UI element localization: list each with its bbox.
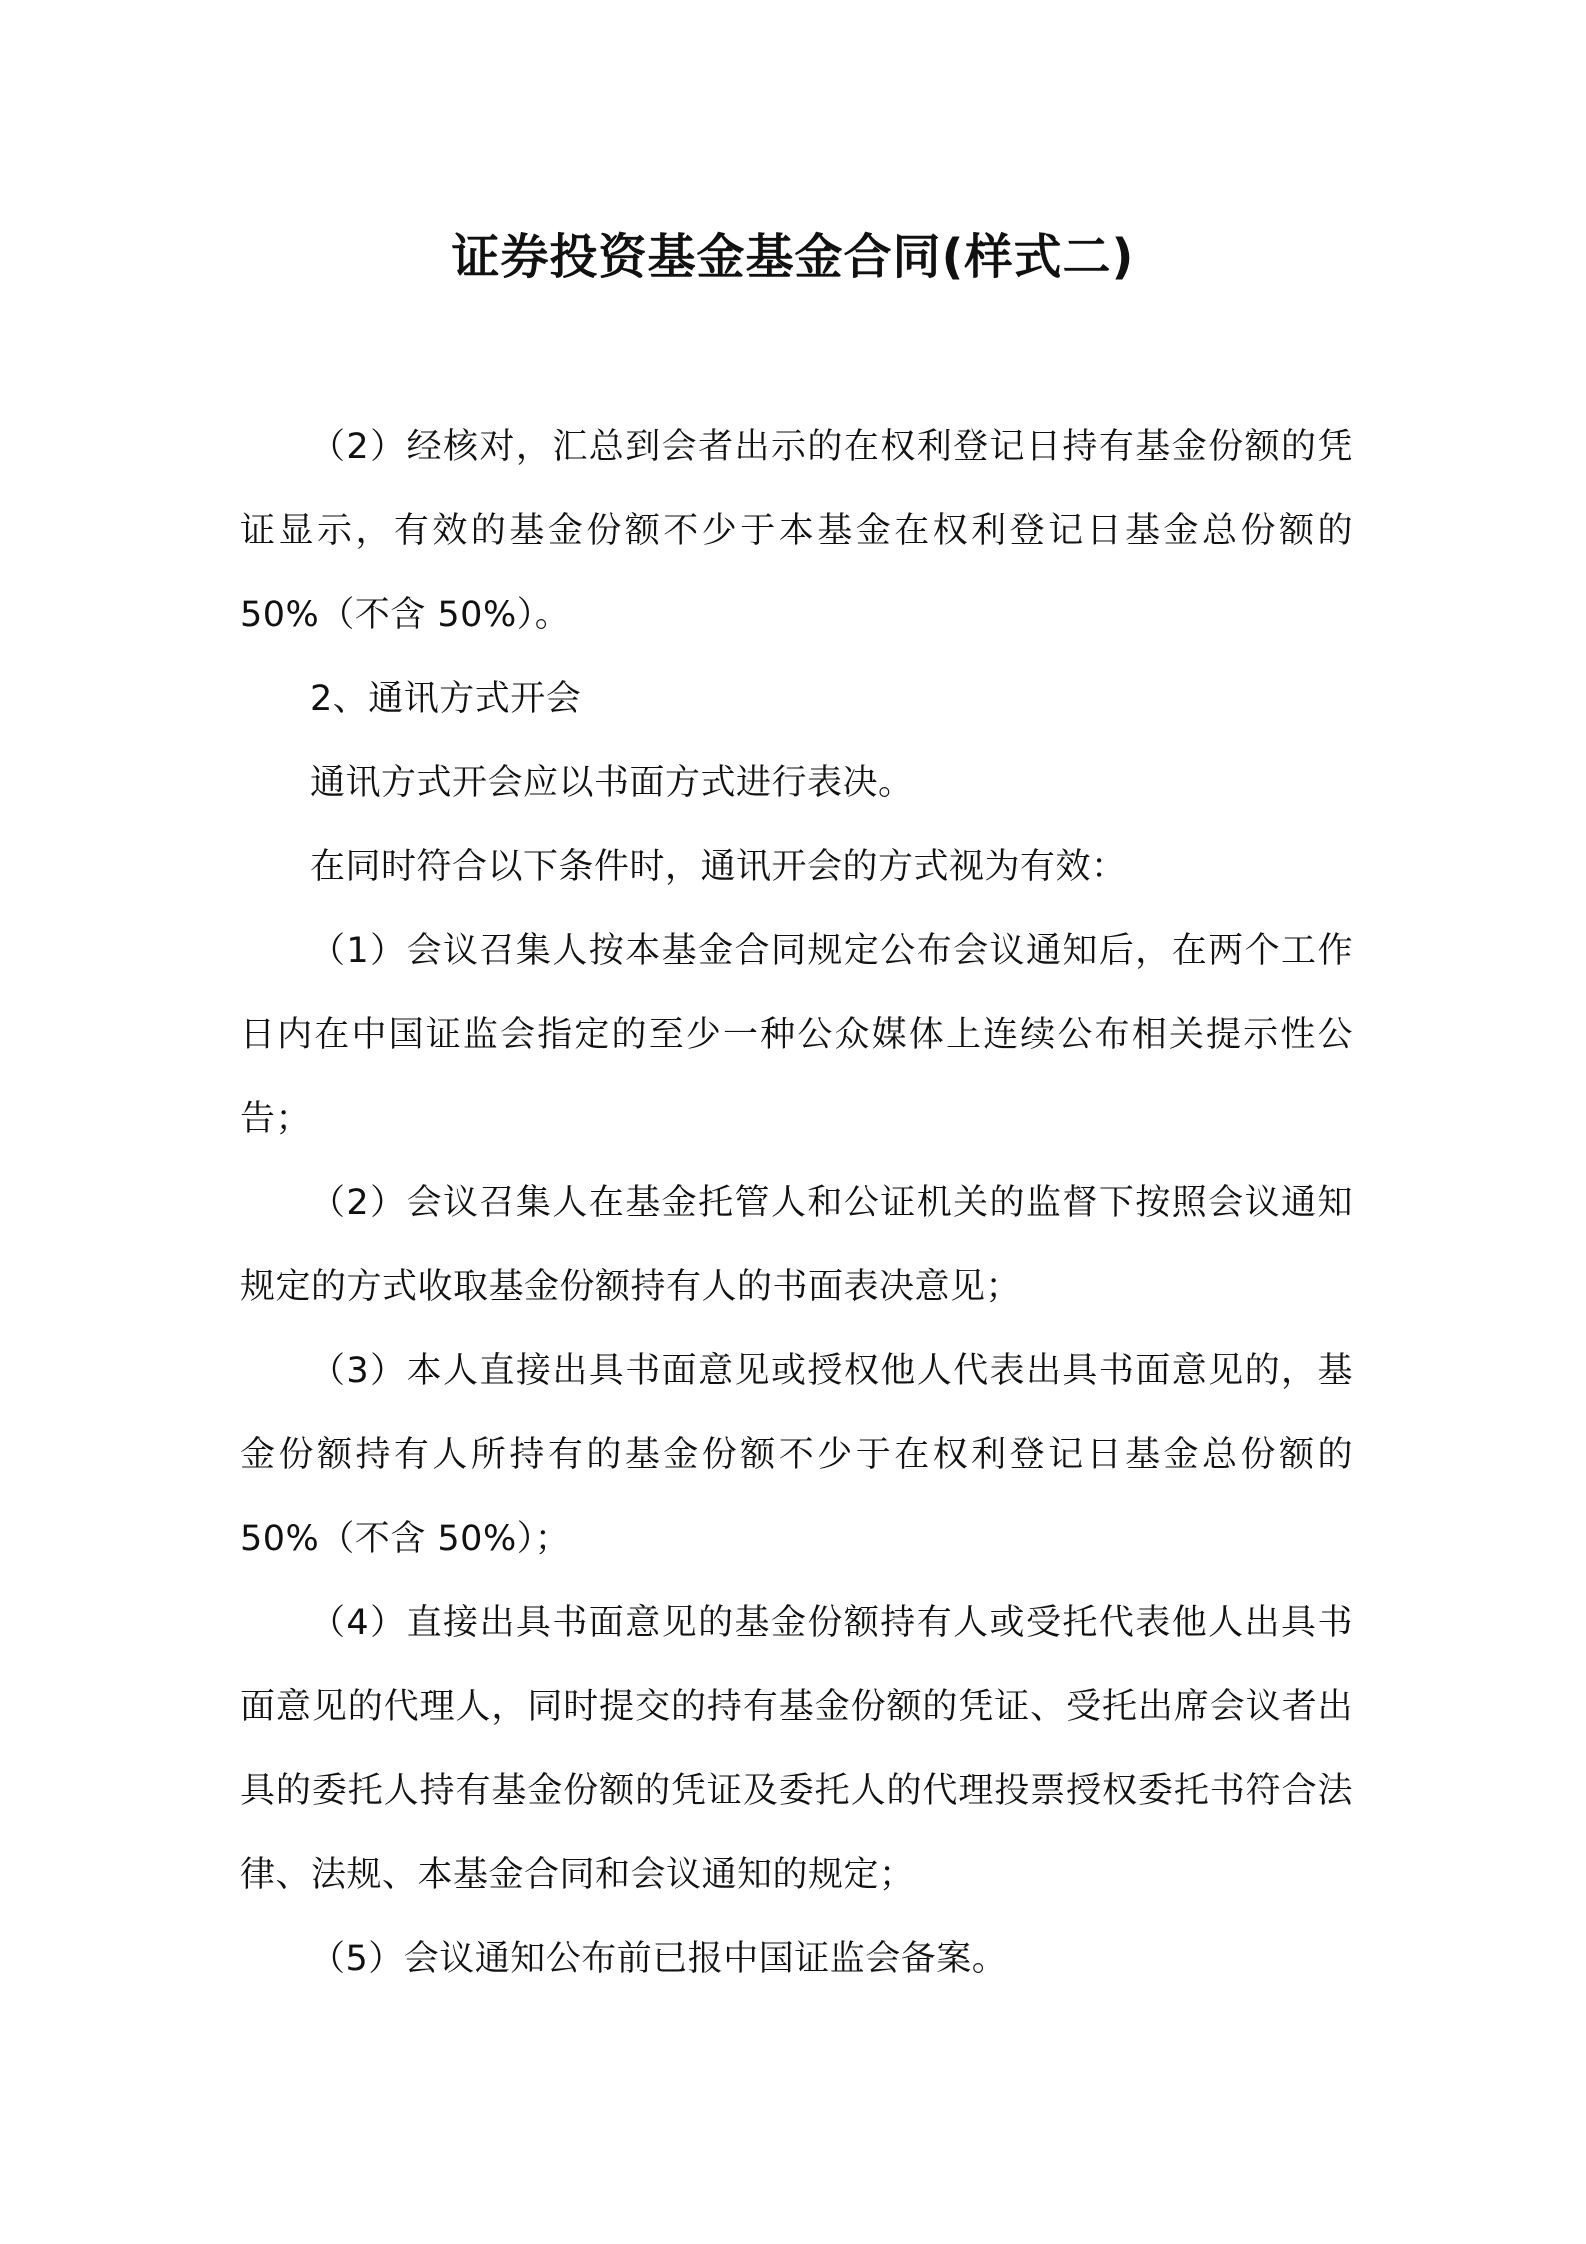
paragraph-validity-conditions: 在同时符合以下条件时，通讯开会的方式视为有效： — [310, 847, 1127, 887]
document-title: 证券投资基金基金合同(样式二) — [451, 229, 1135, 285]
paragraph-written-voting: 通讯方式开会应以书面方式进行表决。 — [310, 763, 914, 803]
paragraph-verification: （2）经核对，汇总到会者出示的在权利登记日持有基金份额的凭证显示，有效的基金份额不少于本基金在权利登记日基金总份额的 50%（不含 50%）。 — [240, 427, 1353, 635]
condition-item-1: （1）会议召集人按本基金合同规定公布会议通知后，在两个工作日内在中国证监会指定的至少一种公众媒体上连续公布相关提示性公告； — [240, 931, 1353, 1139]
document-body — [240, 405, 1353, 2001]
condition-item-3: （3）本人直接出具书面意见或授权他人代表出具书面意见的，基金份额持有人所持有的基金份额不少于在权利登记日基金总份额的 50%（不含 50%）； — [240, 1351, 1353, 1559]
condition-item-2: （2）会议召集人在基金托管人和公证机关的监督下按照会议通知规定的方式收取基金份额持有人的书面表决意见； — [240, 1183, 1353, 1307]
section-heading-correspondence-meeting: 2、通讯方式开会 — [310, 679, 582, 719]
condition-item-4: （4）直接出具书面意见的基金份额持有人或受托代表他人出具书面意见的代理人，同时提交的持有基金份额的凭证、受托出席会议者出具的委托人持有基金份额的凭证及委托人的代理投票授权委托书符合法律、法规、本基金合同和会议通知的规定； — [240, 1603, 1353, 1895]
condition-item-5: （5）会议通知公布前已报中国证监会备案。 — [310, 1939, 1008, 1979]
